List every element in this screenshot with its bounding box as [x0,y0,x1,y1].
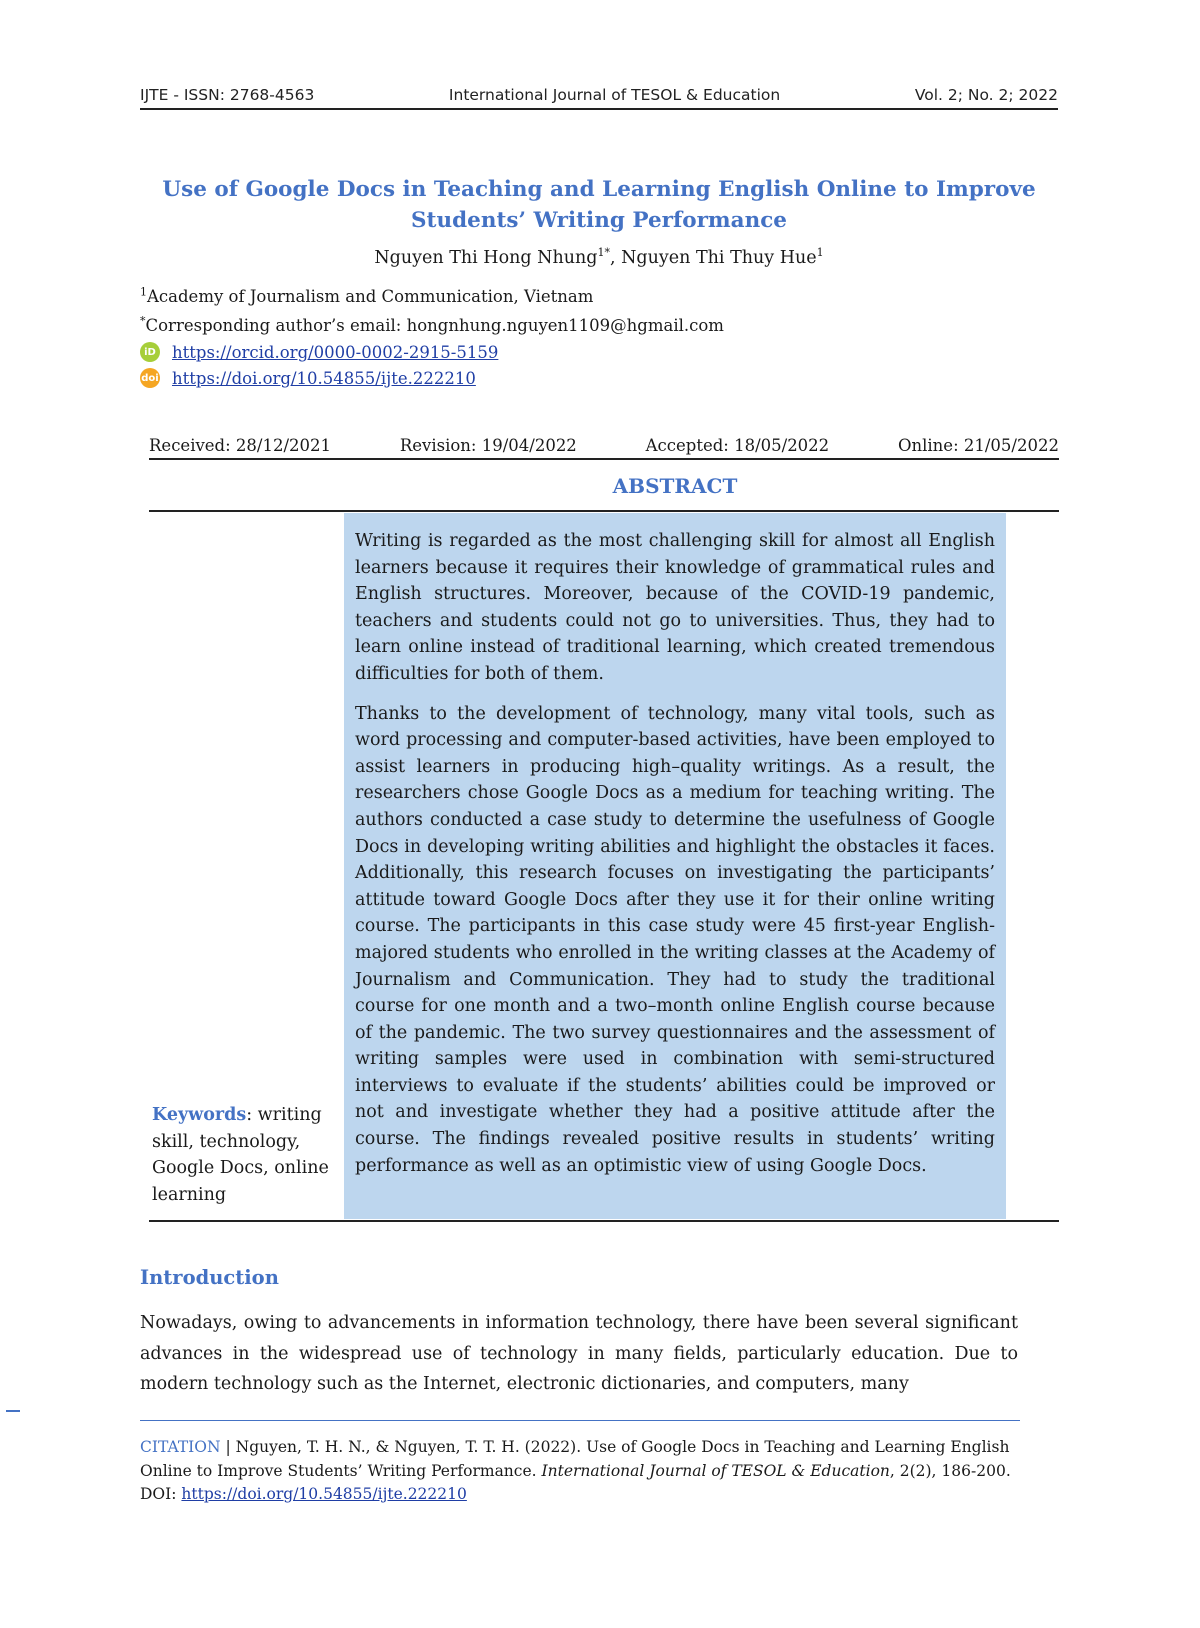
citation-journal: International Journal of TESOL & Education [541,1461,890,1480]
title-line-1: Use of Google Docs in Teaching and Learning English Online to Improve [162,177,1036,202]
citation-label: CITATION [140,1438,221,1456]
citation-doi-label: DOI: [140,1485,182,1503]
author-separator: , [609,248,622,268]
affiliation [140,287,593,306]
doi-link[interactable]: https://doi.org/10.54855/ijte.222210 [172,368,476,388]
author-2: Nguyen Thi Thuy Hue [621,248,817,268]
orcid-link[interactable]: https://orcid.org/0000-0002-2915-5159 [172,342,499,362]
orcid-icon: iD [140,342,160,362]
footer-rule [140,1420,1020,1421]
corresponding-marker: * [140,314,146,328]
citation-pages: , 2(2), 186-200. [889,1461,1011,1480]
introduction-paragraph: Nowadays, owing to advancements in information technology, there have been several significant advances in the widespread use of technology in many fields, particularly education. Due to modern technology such as the Internet, electronic dictionaries, and computers, many [140,1313,1018,1394]
doi-icon: doi [140,368,160,388]
affiliation-marker: 1 [140,285,147,299]
publication-dates [149,436,1059,460]
running-header [140,86,1058,110]
keywords [152,1102,342,1208]
citation-block [140,1436,1040,1507]
author-1: Nguyen Thi Hong Nhung [374,248,598,268]
citation-doi-link[interactable]: https://doi.org/10.54855/ijte.222210 [181,1485,467,1503]
keywords-text: : writing skill, technology, Google Docs, online learning [152,1105,329,1205]
author-list [140,248,1058,268]
keywords-label: Keywords [152,1105,247,1125]
margin-mark [6,1410,20,1412]
revision-date: Revision: 19/04/2022 [399,436,577,455]
abstract-heading: ABSTRACT [612,474,738,498]
header-issn: IJTE - ISSN: 2768-4563 [140,86,315,104]
accepted-date: Accepted: 18/05/2022 [645,436,830,455]
introduction-text [140,1308,1018,1400]
citation-text: Nguyen, T. H. N., & Nguyen, T. T. H. (2022). Use of Google Docs in Teaching and Learning English Online to Improve Students’ Writing Performance. [140,1438,1010,1480]
received-date: Received: 28/12/2021 [149,436,332,455]
abstract-top-rule [149,510,1059,512]
corresponding-author [140,316,724,335]
title-line-2: Students’ Writing Performance [411,208,787,233]
online-date: Online: 21/05/2022 [897,436,1059,455]
orcid-line [140,342,498,362]
paper-title [140,174,1058,236]
doi-line [140,368,476,388]
citation-separator: | [220,1438,236,1456]
corresponding-text: Corresponding author’s email: hongnhung.nguyen1109@hgmail.com [145,316,724,335]
abstract-bottom-rule [149,1220,1059,1222]
header-volume: Vol. 2; No. 2; 2022 [914,86,1058,104]
abstract-text [355,528,995,1192]
introduction-heading: Introduction [140,1266,279,1289]
author-2-marker: 1 [816,246,824,260]
abstract-paragraph-1: Writing is regarded as the most challenging skill for almost all English learners because it requires their knowledge of grammatical rules and English structures. Moreover, because of the COVID-19 pandemic, teachers and students could not go to universities. Thus, they had to learn online instead of traditional learning, which created tremendous difficulties for both of them. [355,531,995,684]
affiliation-text: Academy of Journalism and Communication, Vietnam [147,287,594,306]
abstract-paragraph-2: Thanks to the development of technology, many vital tools, such as word processing and computer-based activities, have been employed to assist learners in producing high–quality writings. As a result, the researchers chose Google Docs as a medium for teaching writing. The authors conducted a case study to determine the usefulness of Google Docs in developing writing abilities and highlight the obstacles it faces. Additionally, this research focuses on investigating the participants’ attitude toward Google Docs after they use it for their online writing course. The participants in this case study were 45 first-year English-majored students who enrolled in the writing classes at the Academy of Journalism and Communication. They had to study the traditional course for one month and a two–month online English course because of the pandemic. The two survey questionnaires and the assessment of writing samples were used in combination with semi-structured interviews to evaluate if the students’ abilities could be improved or not and investigate whether they had a positive attitude after the course. The findings revealed positive results in students’ writing performance as well as an optimistic view of using Google Docs. [355,703,995,1176]
header-journal: International Journal of TESOL & Education [448,86,781,104]
author-1-marker: 1* [597,246,610,260]
